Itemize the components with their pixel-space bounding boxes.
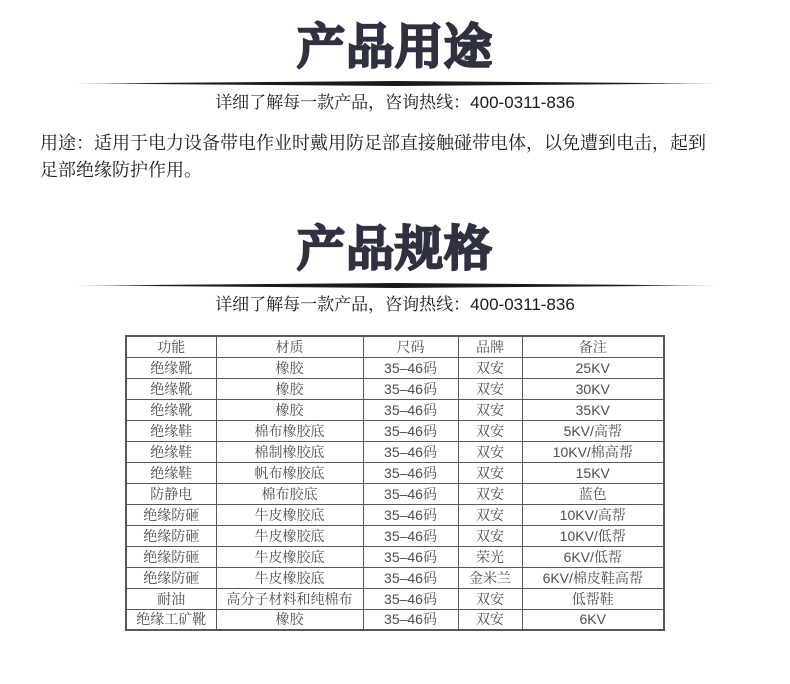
table-cell: 35–46码 [363, 609, 458, 630]
table-cell: 双安 [458, 441, 522, 462]
column-header: 材质 [216, 336, 363, 357]
table-cell: 35–46码 [363, 567, 458, 588]
table-cell: 牛皮橡胶底 [216, 546, 363, 567]
table-cell: 15KV [522, 462, 664, 483]
section-divider [72, 283, 718, 288]
table-row [126, 588, 664, 609]
table-row [126, 399, 664, 420]
hotline-text: 详细了解每一款产品，咨询热线：400-0311-836 [215, 93, 575, 112]
table-row [126, 378, 664, 399]
column-header: 功能 [126, 336, 216, 357]
table-row [126, 567, 664, 588]
spec-section-title: 产品规格 [296, 223, 493, 276]
table-header-row [126, 336, 664, 357]
table-row [126, 525, 664, 546]
column-header: 品牌 [458, 336, 522, 357]
table-cell: 35–46码 [363, 357, 458, 378]
table-cell: 35–46码 [363, 588, 458, 609]
table-cell: 棉布胶底 [216, 483, 363, 504]
table-cell: 蓝色 [522, 483, 664, 504]
table-cell: 金米兰 [458, 567, 522, 588]
table-cell: 双安 [458, 483, 522, 504]
table-row [126, 462, 664, 483]
table-cell: 35–46码 [363, 504, 458, 525]
table-cell: 高分子材料和纯棉布 [216, 588, 363, 609]
table-cell: 35–46码 [363, 378, 458, 399]
table-cell: 绝缘鞋 [126, 441, 216, 462]
table-row [126, 504, 664, 525]
table-cell: 10KV/低帮 [522, 525, 664, 546]
table-cell: 30KV [522, 378, 664, 399]
table-cell: 双安 [458, 462, 522, 483]
table-cell: 绝缘防砸 [126, 504, 216, 525]
table-cell: 35–46码 [363, 462, 458, 483]
table-row [126, 357, 664, 378]
table-cell: 棉制橡胶底 [216, 441, 363, 462]
table-row [126, 483, 664, 504]
table-cell: 25KV [522, 357, 664, 378]
table-cell: 10KV/高帮 [522, 504, 664, 525]
hotline-text: 详细了解每一款产品，咨询热线：400-0311-836 [215, 295, 575, 314]
table-cell: 耐油 [126, 588, 216, 609]
table-cell: 双安 [458, 504, 522, 525]
table-cell: 绝缘工矿靴 [126, 609, 216, 630]
table-cell: 5KV/高帮 [522, 420, 664, 441]
table-cell: 35–46码 [363, 483, 458, 504]
table-cell: 35–46码 [363, 546, 458, 567]
usage-section [0, 22, 790, 184]
spec-table [125, 335, 665, 631]
table-cell: 橡胶 [216, 378, 363, 399]
table-body [126, 357, 664, 630]
table-row [126, 609, 664, 630]
table-cell: 10KV/棉高帮 [522, 441, 664, 462]
product-detail-page [0, 22, 790, 684]
column-header: 尺码 [363, 336, 458, 357]
table-cell: 绝缘鞋 [126, 420, 216, 441]
table-row [126, 441, 664, 462]
table-row [126, 420, 664, 441]
usage-description: 用途：适用于电力设备带电作业时戴用防足部直接触碰带电体，以免遭到电击，起到足部绝缘防护作用。 [40, 133, 706, 180]
table-cell: 双安 [458, 588, 522, 609]
spec-section [0, 224, 790, 631]
table-cell: 绝缘防砸 [126, 525, 216, 546]
table-cell: 35KV [522, 399, 664, 420]
table-cell: 35–46码 [363, 441, 458, 462]
column-header: 备注 [522, 336, 664, 357]
table-cell: 绝缘靴 [126, 378, 216, 399]
table-cell: 35–46码 [363, 420, 458, 441]
table-cell: 牛皮橡胶底 [216, 525, 363, 546]
table-cell: 双安 [458, 378, 522, 399]
table-cell: 防静电 [126, 483, 216, 504]
table-cell: 牛皮橡胶底 [216, 567, 363, 588]
table-cell: 双安 [458, 399, 522, 420]
table-cell: 35–46码 [363, 399, 458, 420]
table-row [126, 546, 664, 567]
table-cell: 牛皮橡胶底 [216, 504, 363, 525]
table-cell: 荣光 [458, 546, 522, 567]
table-cell: 橡胶 [216, 609, 363, 630]
table-cell: 双安 [458, 357, 522, 378]
table-cell: 6KV/棉皮鞋高帮 [522, 567, 664, 588]
table-cell: 绝缘防砸 [126, 546, 216, 567]
table-cell: 橡胶 [216, 399, 363, 420]
table-cell: 双安 [458, 525, 522, 546]
table-cell: 6KV/低帮 [522, 546, 664, 567]
table-cell: 双安 [458, 420, 522, 441]
table-cell: 棉布橡胶底 [216, 420, 363, 441]
table-cell: 绝缘鞋 [126, 462, 216, 483]
table-cell: 双安 [458, 609, 522, 630]
table-cell: 绝缘防砸 [126, 567, 216, 588]
table-cell: 6KV [522, 609, 664, 630]
usage-section-title: 产品用途 [296, 21, 493, 74]
section-divider [72, 81, 718, 86]
table-cell: 帆布橡胶底 [216, 462, 363, 483]
table-cell: 绝缘靴 [126, 357, 216, 378]
table-cell: 35–46码 [363, 525, 458, 546]
table-cell: 低帮鞋 [522, 588, 664, 609]
table-cell: 绝缘靴 [126, 399, 216, 420]
table-cell: 橡胶 [216, 357, 363, 378]
